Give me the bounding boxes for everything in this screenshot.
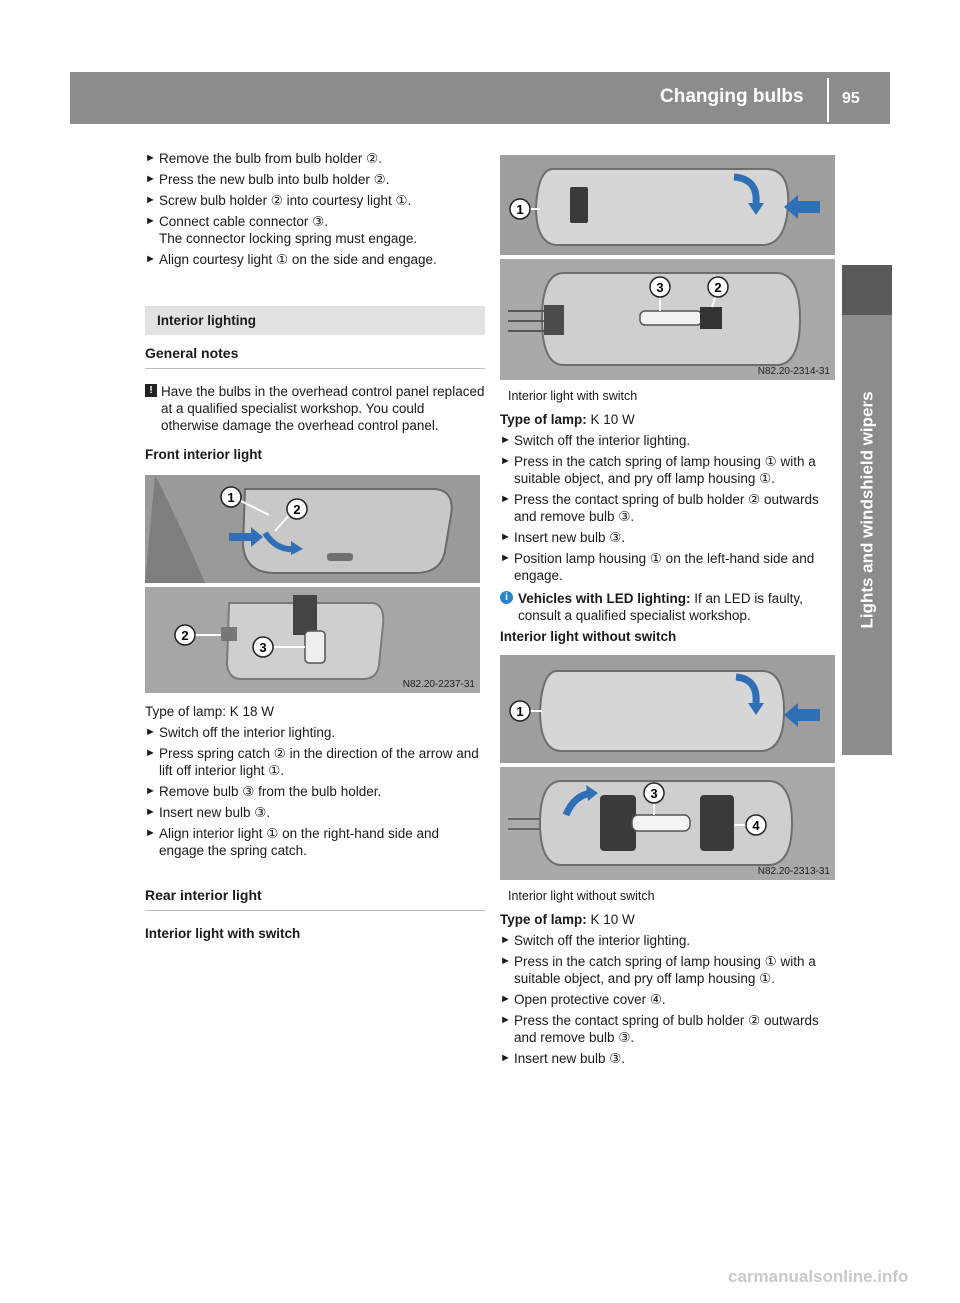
step-arrow-icon: ► xyxy=(145,152,156,164)
step-with-switch-2: ► Press in the catch spring of lamp housing ① with a suitable object, and pry off lamp housing ①. xyxy=(500,454,816,486)
step-arrow-icon: ► xyxy=(145,194,156,206)
step-front-2: ► Press spring catch ② in the direction of the arrow and lift off interior light ①. xyxy=(145,746,479,778)
heading-rear-interior-light: Rear interior light xyxy=(145,887,485,911)
svg-text:2: 2 xyxy=(293,502,301,517)
svg-text:3: 3 xyxy=(650,786,658,801)
step-front-4: ► Insert new bulb ③. xyxy=(145,805,271,820)
step-remove-bulb: ► Remove the bulb from bulb holder ②. xyxy=(145,151,382,166)
step-without-switch-5: ► Insert new bulb ③. xyxy=(500,1051,626,1066)
step-arrow-icon: ► xyxy=(500,434,511,446)
svg-text:1: 1 xyxy=(516,202,524,217)
step-arrow-icon: ► xyxy=(500,1052,511,1064)
type-of-lamp-with-switch: Type of lamp: K 10 W xyxy=(500,412,635,427)
caution-icon: ! xyxy=(145,384,157,397)
section-interior-lighting: Interior lighting xyxy=(145,306,485,335)
step-without-switch-2: ► Press in the catch spring of lamp housing ① with a suitable object, and pry off lamp housing ①. xyxy=(500,954,816,986)
svg-text:1: 1 xyxy=(516,704,524,719)
svg-text:2: 2 xyxy=(714,280,722,295)
step-arrow-icon: ► xyxy=(145,827,156,839)
step-front-3: ► Remove bulb ③ from the bulb holder. xyxy=(145,784,382,799)
figure-code: N82.20-2237-31 xyxy=(402,679,475,690)
step-arrow-icon: ► xyxy=(145,253,156,265)
step-with-switch-1: ► Switch off the interior lighting. xyxy=(500,433,691,448)
step-align-light: ► Align courtesy light ① on the side and engage. xyxy=(145,252,437,267)
heading-light-with-switch: Interior light with switch xyxy=(145,926,301,941)
figure-rear-light-without-switch xyxy=(500,655,835,880)
page-number: 95 xyxy=(842,90,860,107)
step-arrow-icon: ► xyxy=(500,531,511,543)
step-arrow-icon: ► xyxy=(145,747,156,759)
type-of-lamp-without-switch: Type of lamp: K 10 W xyxy=(500,912,635,927)
svg-text:3: 3 xyxy=(656,280,664,295)
heading-light-without-switch: Interior light without switch xyxy=(500,629,677,644)
svg-text:4: 4 xyxy=(752,818,760,833)
step-arrow-icon: ► xyxy=(145,173,156,185)
step-arrow-icon: ► xyxy=(145,806,156,818)
chapter-tab-label: Lights and windshield wipers xyxy=(857,391,877,629)
watermark[interactable]: carmanualsonline.info xyxy=(728,1267,909,1286)
step-with-switch-3: ► Press the contact spring of bulb holder ② outwards and remove bulb ③. xyxy=(500,492,819,524)
step-arrow-icon: ► xyxy=(500,934,511,946)
step-without-switch-3: ► Open protective cover ④. xyxy=(500,992,666,1007)
step-arrow-icon: ► xyxy=(500,955,511,967)
step-without-switch-1: ► Switch off the interior lighting. xyxy=(500,933,691,948)
caution-note: ! Have the bulbs in the overhead control panel replaced at a qualified specialist workshop. You could otherwise damage the overhead control panel. xyxy=(145,383,485,434)
step-arrow-icon: ► xyxy=(145,726,156,738)
caption-with-switch: Interior light with switch xyxy=(508,389,638,403)
left-column xyxy=(145,150,485,954)
step-screw-holder: ► Screw bulb holder ② into courtesy light ①. xyxy=(145,193,412,208)
svg-text:1: 1 xyxy=(227,490,235,505)
step-arrow-icon: ► xyxy=(500,455,511,467)
step-with-switch-5: ► Position lamp housing ① on the left-hand side and engage. xyxy=(500,551,815,583)
svg-text:3: 3 xyxy=(259,640,267,655)
figure-code: N82.20-2313-31 xyxy=(757,866,830,877)
info-icon: i xyxy=(500,591,513,604)
step-arrow-icon: ► xyxy=(500,552,511,564)
step-front-1: ► Switch off the interior lighting. xyxy=(145,725,336,740)
figure-rear-light-with-switch xyxy=(500,155,835,380)
step-arrow-icon: ► xyxy=(500,1014,511,1026)
page-header-title: Changing bulbs xyxy=(660,86,804,107)
heading-front-interior-light: Front interior light xyxy=(145,447,262,462)
connector-note: The connector locking spring must engage. xyxy=(159,231,418,246)
step-arrow-icon: ► xyxy=(145,215,156,227)
step-with-switch-4: ► Insert new bulb ③. xyxy=(500,530,626,545)
step-arrow-icon: ► xyxy=(145,785,156,797)
figure-front-interior-light xyxy=(145,475,480,693)
step-arrow-icon: ► xyxy=(500,493,511,505)
figure-code: N82.20-2314-31 xyxy=(757,366,830,377)
header-separator xyxy=(827,78,829,122)
info-led-note: i Vehicles with LED lighting: If an LED is faulty, consult a qualified specialist workshop. xyxy=(500,590,835,624)
right-column xyxy=(500,155,835,1071)
step-arrow-icon: ► xyxy=(500,993,511,1005)
heading-general-notes: General notes xyxy=(145,345,485,369)
step-connect-cable: ► Connect cable connector ③. The connector locking spring must engage. xyxy=(145,214,418,246)
type-of-lamp-front: Type of lamp: K 18 W xyxy=(145,704,275,719)
step-press-new-bulb: ► Press the new bulb into bulb holder ②. xyxy=(145,172,390,187)
chapter-tab-marker xyxy=(842,265,892,315)
step-front-5: ► Align interior light ① on the right-hand side and engage the spring catch. xyxy=(145,826,440,858)
caption-without-switch: Interior light without switch xyxy=(508,889,655,903)
svg-text:2: 2 xyxy=(181,628,189,643)
step-without-switch-4: ► Press the contact spring of bulb holder ② outwards and remove bulb ③. xyxy=(500,1013,819,1045)
